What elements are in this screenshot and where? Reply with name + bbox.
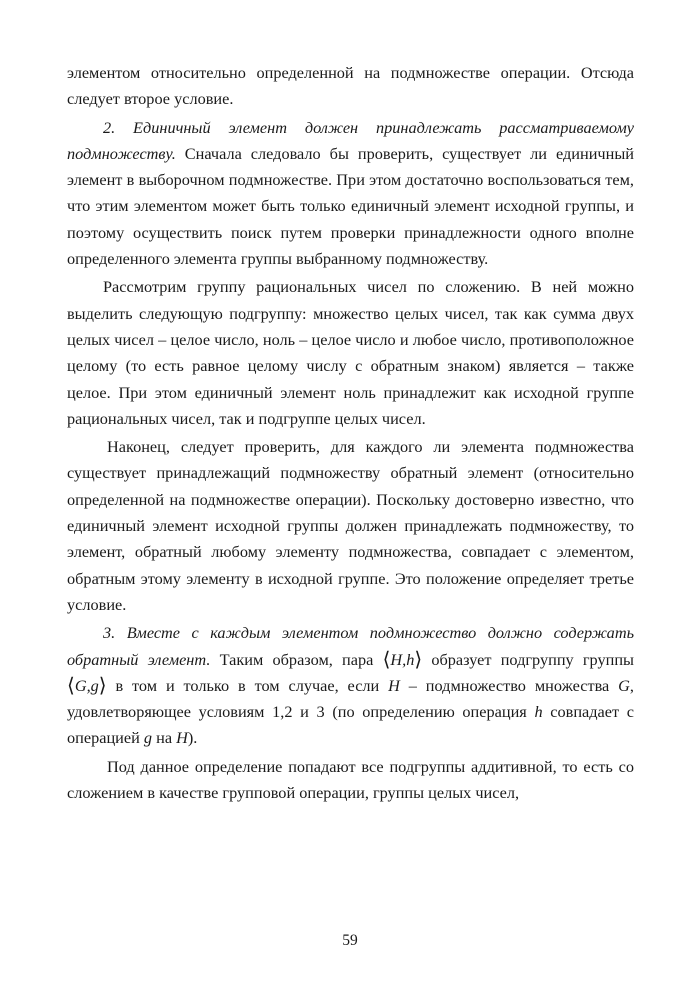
formula-text: G,g [74,675,99,695]
text-run: – подмножество множества [399,675,619,695]
variable: G [618,675,630,695]
formula-text: H,h [390,649,415,669]
condition-3-heading: 3. Вместе с каждым элементом подмножество должно содержать обратный элемент. [67,623,634,669]
text-run: в том и только в том случае, если [106,675,389,695]
text-run: , удовлетворяющее условиям 1,2 и 3 (по определению операция [67,675,634,722]
pair-formula-H-h [383,650,423,669]
paragraph-3: Рассмотрим группу рациональных чисел по сложению. В ней можно выделить следующую подгруппу: множество целых чисел, так как сумма двух целых чисел – целое число, ноль – целое число и любое число, противоположное целому (то есть равное целому числу с обратным знаком) является – также целое. При этом единичный элемент ноль принадлежит как исходной группе рациональных чисел, так и подгруппе целых чисел. [67,277,634,428]
left-angle-bracket: ⟨ [382,648,391,671]
text-run: Таким образом, пара [210,649,383,669]
right-angle-bracket: ⟩ [98,674,107,697]
text-run: ). [187,728,198,748]
left-angle-bracket: ⟨ [67,674,75,697]
paragraph-5 [67,620,634,751]
paragraph-1: элементом относительно определенной на подмножестве операции. Отсюда следует второе условие. [67,63,634,109]
right-angle-bracket: ⟩ [414,648,423,671]
text-run: на [152,728,177,748]
condition-2-heading: 2. Единичный элемент должен принадлежать рассматриваемому подмножеству. [67,117,634,163]
variable: H [388,675,400,695]
variable: g [143,728,153,748]
paragraph-4: Наконец, следует проверить, для каждого ли элемента подмножества существует принадлежащий подмножеству обратный элемент (относительно определенной на подмножестве операции). Поскольку достоверно известно, что единичный элемент исходной группы должен принадлежать подмножеству, то элемент, обратный любому элементу подмножества, совпадает с элементом, обратным этому элементу в исходной группе. Это положение определяет третье условие. [67,437,634,614]
variable: h [534,702,543,722]
page-number: 59 [342,932,358,949]
paragraph-6: Под данное определение попадают все подгруппы аддитивной, то есть со сложением в качестве групповой операции, группы целых чисел, [67,756,634,803]
pair-formula-G-g [67,676,107,695]
text-run: совпадает с операцией [67,702,635,748]
paragraph-2 [67,115,634,273]
paragraph-2-body: Сначала следовало бы проверить, существует ли единичный элемент в выборочном подмножестве. При этом достаточно воспользоваться тем, что этим элементом может быть только единичный элемент исходной группы, и поэтому осуществить поиск путем проверки принадлежности одного вполне определенного элемента группы выбранному подмножеству. [67,143,634,269]
variable: H [176,728,188,748]
text-run: образует подгруппу группы [422,649,634,669]
body-text [67,60,634,806]
